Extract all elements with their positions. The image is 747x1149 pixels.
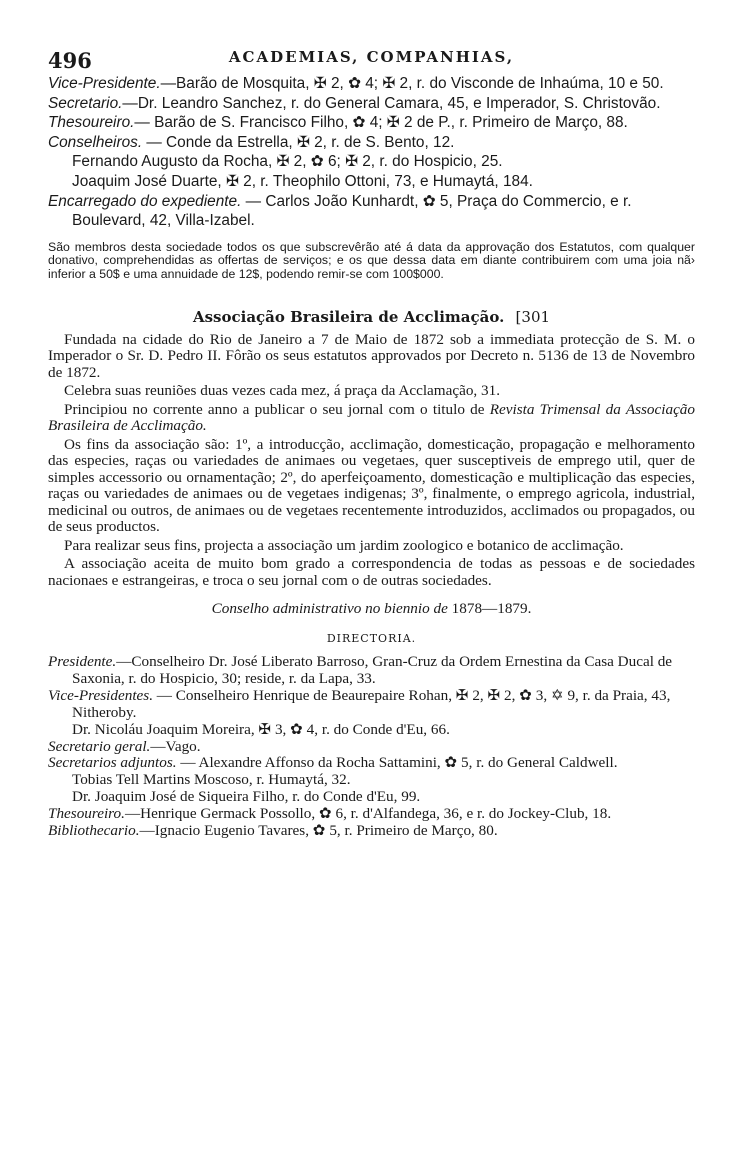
entry-text: Fernando Augusto da Rocha, ✠ 2, ✿ 6; ✠ 2, r. do Hospicio, 25. bbox=[72, 153, 503, 171]
dir-vice-presidente-2 bbox=[48, 722, 695, 739]
section-title-text: Associação Brasileira de Acclimação. bbox=[192, 307, 505, 326]
directoria-heading: DIRECTORIA. bbox=[326, 632, 417, 646]
entry-text: Joaquim José Duarte, ✠ 2, r. Theophilo Ottoni, 73, e Humaytá, 184. bbox=[72, 172, 533, 190]
directoria-list bbox=[48, 654, 695, 840]
entry-text: — Alexandre Affonso da Rocha Sattamini, ✿ 5, r. do General Caldwell. bbox=[176, 754, 618, 772]
entry-thesoureiro bbox=[48, 113, 695, 133]
entry-label: Thesoureiro. bbox=[48, 114, 135, 132]
paragraph-garden: Para realizar seus fins, projecta a associação um jardim zoologico e botanico de acclimação. bbox=[64, 536, 624, 554]
entry-label: Vice-Presidente. bbox=[48, 75, 161, 92]
dir-secretario-adjunto-3 bbox=[48, 789, 695, 806]
entry-text: — Conselheiro Henrique de Beaurepaire Rohan, ✠ 2, ✠ 2, ✿ 3, ✡ 9, r. da Praia, 43, Nitheroby. bbox=[72, 686, 671, 721]
council-years: 1878—1879. bbox=[447, 600, 532, 618]
paragraph-foundation: Fundada na cidade do Rio de Janeiro a 7 de Maio de 1872 sob a immediata protecção de S. M. o Imperador o Sr. D. Pedro II. Fôrão os seus estatutos approvados por Decreto n. 5136 de 13 de Novembro de 1872. bbox=[48, 330, 695, 381]
entry-text: — Carlos João Kunhardt, ✿ 5, Praça do Commercio, e r. Boulevard, 42, Villa-Izabel. bbox=[72, 192, 632, 230]
entry-text: — Barão de S. Francisco Filho, ✿ 4; ✠ 2 de P., r. Primeiro de Março, 88. bbox=[134, 114, 628, 132]
entry-label: Encarregado do expediente. bbox=[48, 192, 242, 210]
section-body bbox=[48, 332, 695, 590]
entry-label: Thesoureiro. bbox=[48, 805, 125, 823]
entry-label: Secretarios adjuntos. bbox=[48, 754, 177, 772]
journal-lead: Principiou no corrente anno a publicar o seu jornal com o titulo de bbox=[64, 400, 490, 418]
entry-text: —Barão de Mosquita, ✠ 2, ✿ 4; ✠ 2, r. do Visconde de Inhaúma, 10 e 50. bbox=[160, 75, 664, 92]
section-title bbox=[48, 308, 695, 326]
entry-label: Secretario. bbox=[48, 94, 123, 112]
paragraph-journal bbox=[48, 402, 695, 435]
previous-society-entries bbox=[48, 74, 695, 231]
page-number: 496 bbox=[48, 48, 92, 73]
entry-text: Dr. Nicoláu Joaquim Moreira, ✠ 3, ✿ 4, r. do Conde d'Eu, 66. bbox=[72, 720, 450, 738]
section-number: [301 bbox=[515, 307, 551, 326]
entry-conselheiro-2 bbox=[48, 152, 695, 172]
entry-encarregado bbox=[48, 192, 695, 231]
dir-secretario-adjunto-2 bbox=[48, 772, 695, 789]
dir-thesoureiro bbox=[48, 806, 695, 823]
membership-note: São membros desta sociedade todos os que subscrevêrão até á data da approvação dos Estatutos, com qualquer donativo, comprehendidas as offertas de serviços; e os que dessa data em diante contribuirem com uma joia nã› inferior a 50$ e uma annuidade de 12$, podendo remir-se com 100$000. bbox=[48, 239, 695, 281]
dir-secretarios-adjuntos bbox=[48, 755, 695, 772]
dir-bibliothecario bbox=[48, 823, 695, 840]
entry-conselheiro-3 bbox=[48, 172, 695, 192]
entry-text: —Dr. Leandro Sanchez, r. do General Camara, 45, e Imperador, S. Christovão. bbox=[122, 94, 661, 112]
dir-presidente bbox=[48, 654, 695, 688]
journal-title: Revista Trimensal da Associação Brasileira de Acclimação. bbox=[48, 400, 695, 435]
entry-label: Presidente. bbox=[48, 653, 117, 671]
page-header bbox=[48, 40, 695, 74]
council-heading-text: Conselho administrativo no biennio de bbox=[211, 600, 448, 618]
entry-secretario bbox=[48, 94, 695, 114]
entry-text: Tobias Tell Martins Moscoso, r. Humaytá, 32. bbox=[72, 771, 351, 789]
council-heading bbox=[48, 600, 695, 618]
entry-label: Bibliothecario. bbox=[48, 822, 140, 840]
entry-text: Dr. Joaquim José de Siqueira Filho, r. do Conde d'Eu, 99. bbox=[72, 788, 421, 806]
entry-text: —Conselheiro Dr. José Liberato Barroso, Gran-Cruz da Ordem Ernestina da Casa Ducal de Saxonia, r. do Hospicio, 30; reside, r. da Lapa, 33. bbox=[72, 653, 673, 687]
entry-label: Conselheiros. bbox=[48, 133, 143, 151]
entry-text: —Ignacio Eugenio Tavares, ✿ 5, r. Primeiro de Março, 80. bbox=[139, 822, 498, 840]
entry-label: Vice-Presidentes. bbox=[48, 686, 153, 704]
entry-conselheiros bbox=[48, 133, 695, 153]
dir-vice-presidentes bbox=[48, 688, 695, 722]
dir-secretario-geral bbox=[48, 739, 695, 756]
paragraph-correspondence: A associação aceita de muito bom grado a correspondencia de todas as pessoas e de sociedades nacionaes e estrangeiras, e troca o seu jornal com o de outras sociedades. bbox=[48, 555, 695, 589]
paragraph-aims: Os fins da associação são: 1º, a introducção, acclimação, domesticação, propagação e melhoramento das especies, raças ou variedades de animaes ou vegetaes, quer susceptiveis de emprego util, quer de simples accessorio ou ornamentação; 2º, do aperfeiçoamento, domesticação e multiplicação das especies, raças ou variedades de animaes ou de vegetaes indigenas; 3º, finalmente, o emprego agricola, industrial, medicinal ou outros, de animaes ou de vegetaes recentemente introduzidos, acclimados ou propagados, ou de seus productos. bbox=[48, 435, 695, 536]
entry-text: — Conde da Estrella, ✠ 2, r. de S. Bento, 12. bbox=[142, 133, 455, 151]
paragraph-meetings: Celebra suas reuniões duas vezes cada mez, á praça da Acclamação, 31. bbox=[64, 382, 501, 400]
entry-label: Secretario geral. bbox=[48, 737, 151, 755]
entry-vice-presidente bbox=[48, 74, 695, 94]
running-title: ACADEMIAS, COMPANHIAS, bbox=[228, 48, 515, 66]
entry-text: —Vago. bbox=[150, 737, 201, 755]
entry-text: —Henrique Germack Possollo, ✿ 6, r. d'Alfandega, 36, e r. do Jockey-Club, 18. bbox=[124, 805, 612, 823]
